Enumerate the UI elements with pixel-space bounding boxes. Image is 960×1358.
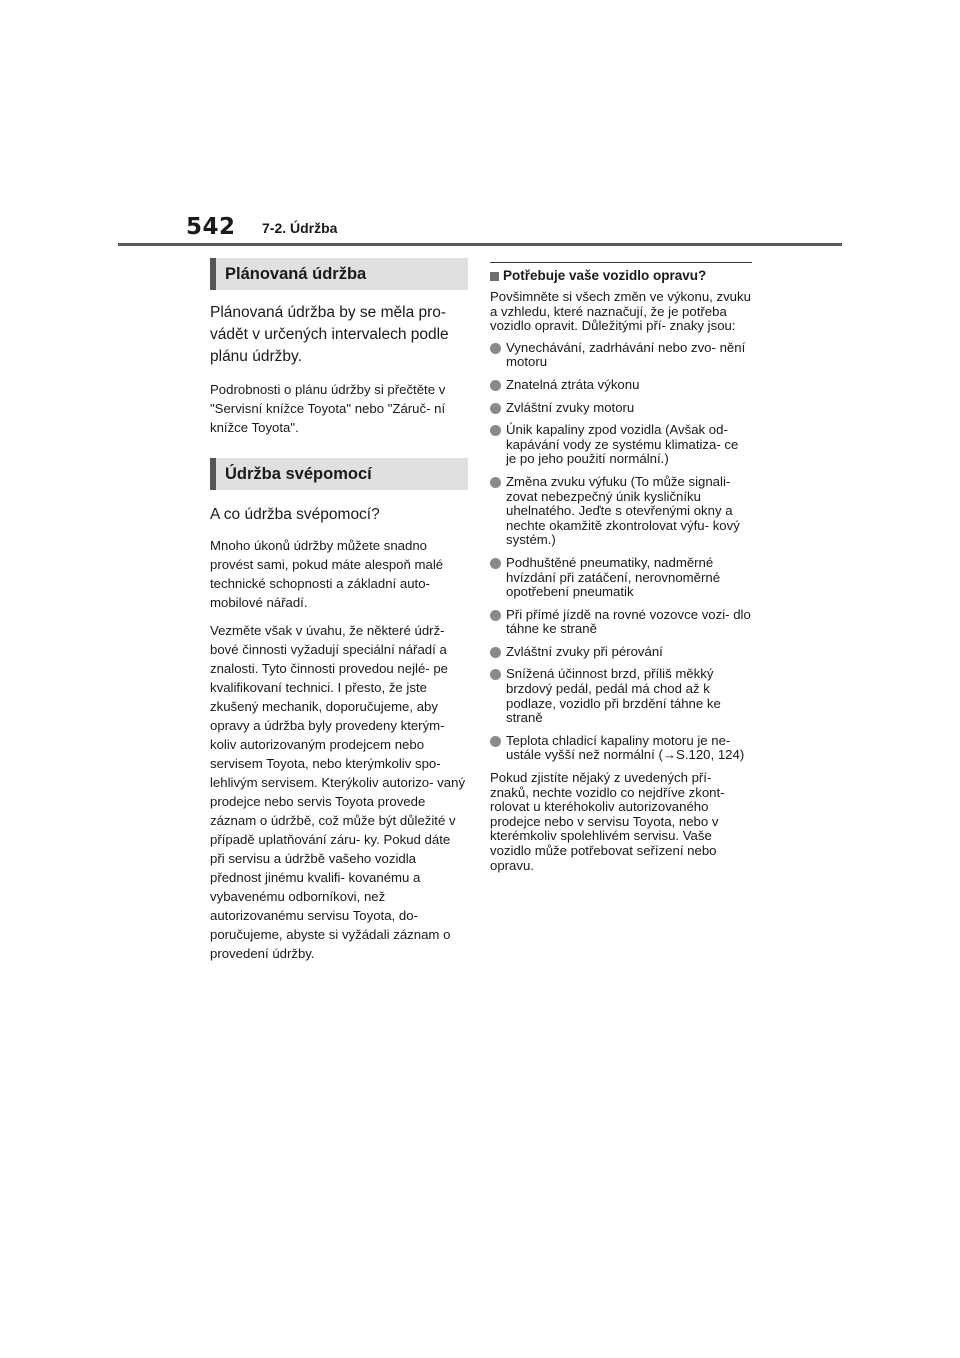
repair-intro-text: Povšimněte si všech změn ve výkonu, zvuku a vzhledu, které naznačují, že je potřeba vozidlo opravit. Důležitými pří- znaky jsou: bbox=[490, 289, 751, 334]
paragraph-schedule-details: Podrobnosti o plánu údržby si přečtěte v "Servisní knížce Toyota" nebo "Záruč- ní knížce Toyota". bbox=[210, 382, 446, 435]
circle-bullet-icon bbox=[490, 477, 501, 488]
list-item-text: Zvláštní zvuky při pérování bbox=[506, 643, 663, 659]
list-item-text: Při přímé jízdě na rovné vozovce vozi- dlo táhne ke straně bbox=[506, 606, 751, 637]
list-item-text: Únik kapaliny zpod vozidla (Avšak od- kapávání vody ze systému klimatiza- ce je po jeho použití normální.) bbox=[506, 422, 739, 467]
list-item bbox=[490, 556, 752, 600]
circle-bullet-icon bbox=[490, 343, 501, 354]
right-column bbox=[490, 262, 752, 873]
circle-bullet-icon bbox=[490, 380, 501, 391]
left-column bbox=[210, 258, 468, 963]
subheading-text: Potřebuje vaše vozidlo opravu? bbox=[503, 268, 707, 283]
circle-bullet-icon bbox=[490, 610, 501, 621]
circle-bullet-icon bbox=[490, 647, 501, 658]
list-item-text: Snížená účinnost brzd, příliš měkký brzdový pedál, pedál má chod až k podlaze, vozidlo při brzdění táhne ke straně bbox=[506, 666, 721, 726]
header-rule bbox=[118, 243, 842, 246]
list-item bbox=[490, 608, 752, 637]
list-item bbox=[490, 645, 752, 660]
list-item bbox=[490, 475, 752, 548]
list-item bbox=[490, 378, 752, 393]
list-item-text: Vynechávání, zadrhávání nebo zvo- nění motoru bbox=[506, 339, 746, 370]
circle-bullet-icon bbox=[490, 403, 501, 414]
section-heading-scheduled-maintenance: Plánovaná údržba bbox=[210, 258, 468, 290]
circle-bullet-icon bbox=[490, 558, 501, 569]
list-item-text: Podhuštěné pneumatiky, nadměrné hvízdání při zatáčení, nerovnoměrné opotřebení pneumatik bbox=[506, 554, 721, 600]
section-lead-scheduled-maintenance: Plánovaná údržba by se měla pro- vádět v určených intervalech podle plánu údržby. bbox=[210, 304, 449, 365]
repair-closing-text: Pokud zjistíte nějaký z uvedených pří- znaků, nechte vozidlo co nejdříve zkont- rolovat u kteréhokoliv autorizovaného prodejce nebo v servisu Toyota, nebo v kterémkoliv spolehlivém servisu. Vaše vozidlo může potřebovat seřízení nebo opravu. bbox=[490, 770, 725, 873]
list-item-text: Teplota chladicí kapaliny motoru je ne- ustále vyšší než normální (→S.120, 124) bbox=[506, 732, 745, 763]
circle-bullet-icon bbox=[490, 669, 501, 680]
circle-bullet-icon bbox=[490, 736, 501, 747]
subheading-repair-needed bbox=[490, 266, 752, 286]
subheading-rule bbox=[490, 262, 752, 263]
list-item bbox=[490, 401, 752, 416]
square-bullet-icon bbox=[490, 272, 499, 281]
paragraph-qualified-service: Vezměte však v úvahu, že některé údrž- bové činnosti vyžadují speciální nářadí a znalosti. Tyto činnosti provedou nejlé- pe kvalifikovaní technici. I přesto, že jste zkušený mechanik, doporučujeme, aby opravy a údržba byly provedeny kterým- koliv autorizovaným prodejcem nebo servisem Toyota, nebo kterýmkoliv spo- lehlivým servisem. Kterýkoliv autorizo- vaný prodejce nebo servis Toyota provede záznam o údržbě, což může být důležité v případě uplatňování záru- ky. Pokud dáte při servisu a údržbě vašeho vozidla přednost jinému kvalifi- kovanému a vybavenému odborníkovi, než autorizovanému servisu Toyota, do- poručujeme, abyste si vyžádali záznam o provedení údržby. bbox=[210, 623, 466, 961]
paragraph-simple-tasks: Mnoho úkonů údržby můžete snadno provést sami, pokud máte alespoň malé technické schopnosti a základní auto- mobilové nářadí. bbox=[210, 538, 444, 610]
section-lead-do-it-yourself: A co údržba svépomocí? bbox=[210, 506, 380, 523]
section-heading-do-it-yourself: Údržba svépomocí bbox=[210, 458, 468, 490]
symptom-list bbox=[490, 341, 752, 763]
chapter-title: 7-2. Údržba bbox=[262, 220, 338, 236]
page-number: 542 bbox=[186, 214, 236, 240]
list-item bbox=[490, 341, 752, 370]
list-item-text: Zvláštní zvuky motoru bbox=[506, 399, 635, 415]
list-item bbox=[490, 667, 752, 725]
list-item bbox=[490, 734, 752, 763]
list-item-text: Změna zvuku výfuku (To může signali- zovat nebezpečný únik kysličníku uhelnatého. Jeďte s otevřenými okny a nechte okamžitě zkontrolovat výfu- kový systém.) bbox=[506, 473, 740, 548]
list-item-text: Znatelná ztráta výkonu bbox=[506, 376, 640, 392]
circle-bullet-icon bbox=[490, 425, 501, 436]
list-item bbox=[490, 423, 752, 467]
